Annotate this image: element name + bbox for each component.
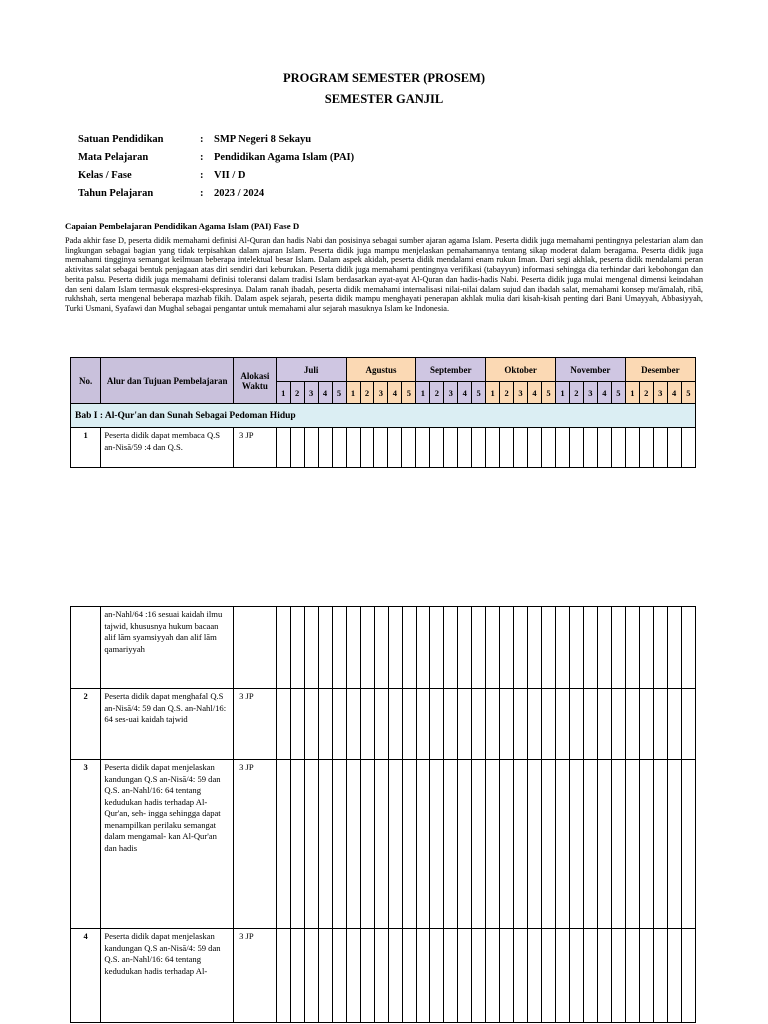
week-cell xyxy=(416,428,430,468)
week-cell xyxy=(388,428,402,468)
row-alokasi: 3 JP xyxy=(234,689,277,760)
week-header: 5 xyxy=(332,382,346,404)
week-header: 1 xyxy=(276,382,290,404)
week-cell xyxy=(458,428,472,468)
header-alokasi: Alokasi Waktu xyxy=(234,358,277,404)
week-header: 2 xyxy=(360,382,374,404)
meta-row xyxy=(78,184,354,202)
week-cell xyxy=(486,760,500,929)
week-header: 4 xyxy=(667,382,681,404)
week-cell xyxy=(346,760,360,929)
document-title: PROGRAM SEMESTER (PROSEM) xyxy=(282,71,486,85)
week-cell xyxy=(486,689,500,760)
table-row xyxy=(71,689,696,760)
week-cell xyxy=(514,607,528,689)
month-header: Oktober xyxy=(486,358,556,382)
week-cell xyxy=(556,689,570,760)
week-cell xyxy=(318,607,332,689)
week-cell xyxy=(430,760,444,929)
row-tujuan: Peserta didik dapat menjelaskan kandungan Q.S an-Nisā/4: 59 dan Q.S. an-Nahl/16: 64 tentang kedudukan hadis terhadap Al- xyxy=(101,929,234,1023)
week-cell xyxy=(458,760,472,929)
week-cell xyxy=(640,760,654,929)
week-cell xyxy=(402,929,416,1023)
week-cell xyxy=(626,760,640,929)
week-cell xyxy=(583,428,597,468)
meta-value: 2023 / 2024 xyxy=(214,187,265,199)
week-cell xyxy=(640,607,654,689)
week-header: 3 xyxy=(444,382,458,404)
week-cell xyxy=(681,689,695,760)
week-cell xyxy=(584,929,598,1023)
week-cell xyxy=(500,428,514,468)
week-header: 2 xyxy=(290,382,304,404)
meta-separator: : xyxy=(200,151,204,163)
week-cell xyxy=(681,760,695,929)
row-number xyxy=(71,607,101,689)
week-cell xyxy=(332,929,346,1023)
week-cell xyxy=(556,929,570,1023)
week-cell xyxy=(402,760,416,929)
week-cell xyxy=(570,689,584,760)
week-cell xyxy=(360,929,374,1023)
meta-label: Kelas / Fase xyxy=(78,169,132,181)
week-cell xyxy=(444,760,458,929)
week-cell xyxy=(584,607,598,689)
week-cell xyxy=(486,929,500,1023)
week-header: 4 xyxy=(528,382,542,404)
week-cell xyxy=(374,607,388,689)
week-cell xyxy=(598,689,612,760)
week-cell xyxy=(402,428,416,468)
meta-separator: : xyxy=(200,133,204,145)
week-cell xyxy=(653,428,667,468)
month-header: Juli xyxy=(276,358,346,382)
week-cell xyxy=(374,428,388,468)
week-cell xyxy=(542,929,556,1023)
week-cell xyxy=(653,607,667,689)
week-cell xyxy=(681,607,695,689)
table-row xyxy=(71,760,696,929)
row-tujuan: an-Nahl/64 :16 sesuai kaidah ilmu tajwid, khususnya hukum bacaan alif lām syamsiyyah dan alif lām qamariyyah xyxy=(101,607,234,689)
meta-label: Mata Pelajaran xyxy=(78,151,149,163)
week-header: 4 xyxy=(597,382,611,404)
week-cell xyxy=(458,929,472,1023)
table-header-row xyxy=(71,358,696,382)
week-cell xyxy=(500,929,514,1023)
week-cell xyxy=(612,689,626,760)
week-cell xyxy=(556,607,570,689)
week-cell xyxy=(444,689,458,760)
week-cell xyxy=(612,760,626,929)
week-cell xyxy=(346,689,360,760)
header-tujuan: Alur dan Tujuan Pembelajaran xyxy=(101,358,234,404)
week-cell xyxy=(276,929,290,1023)
week-header: 5 xyxy=(681,382,695,404)
meta-label: Tahun Pelajaran xyxy=(78,187,154,199)
prosem-table-continued xyxy=(70,606,696,1023)
week-cell xyxy=(528,760,542,929)
week-cell xyxy=(318,428,332,468)
week-cell xyxy=(304,929,318,1023)
week-header: 3 xyxy=(514,382,528,404)
week-cell xyxy=(276,428,290,468)
week-cell xyxy=(486,428,500,468)
week-cell xyxy=(612,929,626,1023)
meta-value: Pendidikan Agama Islam (PAI) xyxy=(214,151,355,163)
week-cell xyxy=(416,929,430,1023)
week-cell xyxy=(430,607,444,689)
week-cell xyxy=(640,689,654,760)
week-cell xyxy=(346,929,360,1023)
week-cell xyxy=(541,428,555,468)
week-cell xyxy=(472,760,486,929)
week-cell xyxy=(304,689,318,760)
header-no: No. xyxy=(71,358,101,404)
week-cell xyxy=(500,689,514,760)
meta-separator: : xyxy=(200,169,204,181)
week-cell xyxy=(626,929,640,1023)
week-cell xyxy=(514,689,528,760)
week-cell xyxy=(598,929,612,1023)
row-alokasi: 3 JP xyxy=(234,760,277,929)
week-cell xyxy=(667,929,681,1023)
week-cell xyxy=(570,929,584,1023)
week-cell xyxy=(430,929,444,1023)
week-cell xyxy=(611,428,625,468)
week-cell xyxy=(626,607,640,689)
week-header: 1 xyxy=(416,382,430,404)
week-cell xyxy=(332,428,346,468)
meta-value: SMP Negeri 8 Sekayu xyxy=(214,133,312,145)
capaian-title: Capaian Pembelajaran Pendidikan Agama Islam (PAI) Fase D xyxy=(65,221,300,231)
week-cell xyxy=(360,428,374,468)
row-number: 3 xyxy=(71,760,101,929)
week-header: 2 xyxy=(569,382,583,404)
week-header: 3 xyxy=(304,382,318,404)
week-cell xyxy=(653,760,667,929)
week-cell xyxy=(402,607,416,689)
week-header: 4 xyxy=(458,382,472,404)
week-cell xyxy=(542,689,556,760)
week-cell xyxy=(598,607,612,689)
week-header: 2 xyxy=(500,382,514,404)
row-number: 1 xyxy=(71,428,101,468)
week-cell xyxy=(402,689,416,760)
week-cell xyxy=(528,428,542,468)
week-cell xyxy=(332,689,346,760)
document-subtitle: SEMESTER GANJIL xyxy=(324,92,444,106)
week-cell xyxy=(472,929,486,1023)
month-header: September xyxy=(416,358,486,382)
week-cell xyxy=(290,428,304,468)
week-cell xyxy=(346,607,360,689)
month-header: Desember xyxy=(625,358,695,382)
week-cell xyxy=(388,607,402,689)
week-cell xyxy=(360,607,374,689)
week-cell xyxy=(639,428,653,468)
week-header: 2 xyxy=(639,382,653,404)
week-cell xyxy=(290,760,304,929)
row-number: 4 xyxy=(71,929,101,1023)
bab-row xyxy=(71,404,696,428)
week-cell xyxy=(388,760,402,929)
week-cell xyxy=(514,428,528,468)
week-cell xyxy=(667,607,681,689)
week-cell xyxy=(681,929,695,1023)
week-cell xyxy=(667,689,681,760)
week-cell xyxy=(416,760,430,929)
week-header: 2 xyxy=(430,382,444,404)
week-cell xyxy=(472,607,486,689)
week-cell xyxy=(444,929,458,1023)
week-cell xyxy=(569,428,583,468)
week-cell xyxy=(542,607,556,689)
week-cell xyxy=(458,689,472,760)
week-header: 5 xyxy=(541,382,555,404)
week-cell xyxy=(374,760,388,929)
week-cell xyxy=(458,607,472,689)
row-tujuan: Peserta didik dapat membaca Q.S an-Nisā/59 :4 dan Q.S. xyxy=(101,428,234,468)
week-cell xyxy=(290,689,304,760)
week-cell xyxy=(500,760,514,929)
week-cell xyxy=(500,607,514,689)
meta-row xyxy=(78,148,354,166)
week-cell xyxy=(318,760,332,929)
meta-value: VII / D xyxy=(214,169,246,181)
week-cell xyxy=(388,689,402,760)
week-cell xyxy=(304,428,318,468)
week-cell xyxy=(514,929,528,1023)
bab-title: Bab I : Al-Qur'an dan Sunah Sebagai Pedoman Hidup xyxy=(71,404,696,428)
meta-row xyxy=(78,130,354,148)
week-cell xyxy=(528,689,542,760)
week-header: 3 xyxy=(653,382,667,404)
week-cell xyxy=(444,607,458,689)
week-cell xyxy=(556,760,570,929)
meta-label: Satuan Pendidikan xyxy=(78,133,164,145)
week-header: 4 xyxy=(318,382,332,404)
week-cell xyxy=(416,607,430,689)
month-header: November xyxy=(556,358,626,382)
week-cell xyxy=(290,929,304,1023)
week-cell xyxy=(332,607,346,689)
row-alokasi: 3 JP xyxy=(234,428,277,468)
week-cell xyxy=(290,607,304,689)
week-header: 1 xyxy=(556,382,570,404)
week-cell xyxy=(556,428,570,468)
week-cell xyxy=(360,689,374,760)
week-cell xyxy=(528,607,542,689)
capaian-text: Pada akhir fase D, peserta didik memahami definisi Al-Quran dan hadis Nabi dan posisinya sebagai sumber ajaran agama Islam. Peserta didik juga memahami pentingnya pelestarian alam dan lingkungan sebagai bagian yang tidak terpisahkan dalam ajaran Islam. Peserta didik juga mampu menjelaskan pemahamannya tentang sikap moderat dalam beragama. Peserta didik juga memahami tingginya semangat keilmuan beberapa intelektual besar Islam. Dalam aspek akidah, peserta didik mendalami enam rukun Iman. Dari segi akhlak, peserta didik mendalami peran aktivitas salat sebagai bentuk penjagaan atas diri sendiri dari keburukan. Peserta didik juga memahami pentingnya verifikasi (tabayyun) informasi sehingga dia terhindar dari kebohongan dan berita palsu. Peserta didik juga memahami definisi toleransi dalam tradisi Islam berdasarkan ayat-ayat Al-Quran dan hadis-hadis Nabi. Peserta didik juga mulai mengenal dimensi keindahan dan seni dalam Islam termasuk ekspresi-ekspresinya. Dalam ranah ibadah, peserta didik memahami internalisasi nilai-nilai dalam sujud dan ibadah salat, memahami konsep mu'āmalah, ribā, rukhshah, serta mengenal beberapa mazhab fikih. Dalam aspek sejarah, peserta didik mampu menghayati penerapan akhlak mulia dari kisah-kisah penting dari Bani Umayyah, Abbasiyyah, Turki Usmani, Syafawi dan Mughal sebagai pengantar untuk memahami alur sejarah masuknya Islam ke Indonesia. xyxy=(65,236,703,313)
week-cell xyxy=(304,760,318,929)
week-header: 3 xyxy=(374,382,388,404)
week-cell xyxy=(597,428,611,468)
week-cell xyxy=(486,607,500,689)
week-cell xyxy=(430,428,444,468)
week-cell xyxy=(346,428,360,468)
week-cell xyxy=(514,760,528,929)
table-row xyxy=(71,428,696,468)
week-header: 1 xyxy=(486,382,500,404)
week-cell xyxy=(472,428,486,468)
week-cell xyxy=(667,760,681,929)
week-cell xyxy=(276,607,290,689)
week-header: 5 xyxy=(611,382,625,404)
week-cell xyxy=(570,607,584,689)
week-cell xyxy=(276,760,290,929)
week-cell xyxy=(374,929,388,1023)
row-number: 2 xyxy=(71,689,101,760)
week-cell xyxy=(584,760,598,929)
week-header: 1 xyxy=(346,382,360,404)
week-header: 5 xyxy=(402,382,416,404)
week-cell xyxy=(332,760,346,929)
week-cell xyxy=(472,689,486,760)
row-alokasi xyxy=(234,607,277,689)
week-cell xyxy=(318,929,332,1023)
week-header: 4 xyxy=(388,382,402,404)
table-row xyxy=(71,607,696,689)
week-cell xyxy=(625,428,639,468)
week-cell xyxy=(584,689,598,760)
week-header: 5 xyxy=(472,382,486,404)
week-cell xyxy=(667,428,681,468)
week-cell xyxy=(653,929,667,1023)
week-cell xyxy=(360,760,374,929)
week-header: 3 xyxy=(583,382,597,404)
prosem-table xyxy=(70,357,696,468)
week-cell xyxy=(570,760,584,929)
week-header: 1 xyxy=(625,382,639,404)
week-cell xyxy=(304,607,318,689)
week-cell xyxy=(416,689,430,760)
week-cell xyxy=(626,689,640,760)
week-cell xyxy=(681,428,695,468)
table-row xyxy=(71,929,696,1023)
row-alokasi: 3 JP xyxy=(234,929,277,1023)
week-cell xyxy=(542,760,556,929)
month-header: Agustus xyxy=(346,358,416,382)
meta-separator: : xyxy=(200,187,204,199)
week-cell xyxy=(388,929,402,1023)
week-cell xyxy=(598,760,612,929)
row-tujuan: Peserta didik dapat menjelaskan kandungan Q.S an-Nisā/4: 59 dan Q.S. an-Nahl/16: 64 tentang kedudukan hadis terhadap Al-Qur'an, seh- ingga sehingga dapat menampilkan perilaku semangat dalam mengamal- kan Al-Qur'an dan hadis xyxy=(101,760,234,929)
week-cell xyxy=(374,689,388,760)
week-cell xyxy=(276,689,290,760)
week-cell xyxy=(528,929,542,1023)
week-cell xyxy=(653,689,667,760)
identity-block xyxy=(78,130,354,202)
row-tujuan: Peserta didik dapat menghafal Q.S an-Nisā/4: 59 dan Q.S. an-Nahl/16: 64 ses-uai kaidah tajwid xyxy=(101,689,234,760)
week-cell xyxy=(430,689,444,760)
week-cell xyxy=(444,428,458,468)
week-cell xyxy=(640,929,654,1023)
week-cell xyxy=(612,607,626,689)
week-cell xyxy=(318,689,332,760)
meta-row xyxy=(78,166,354,184)
